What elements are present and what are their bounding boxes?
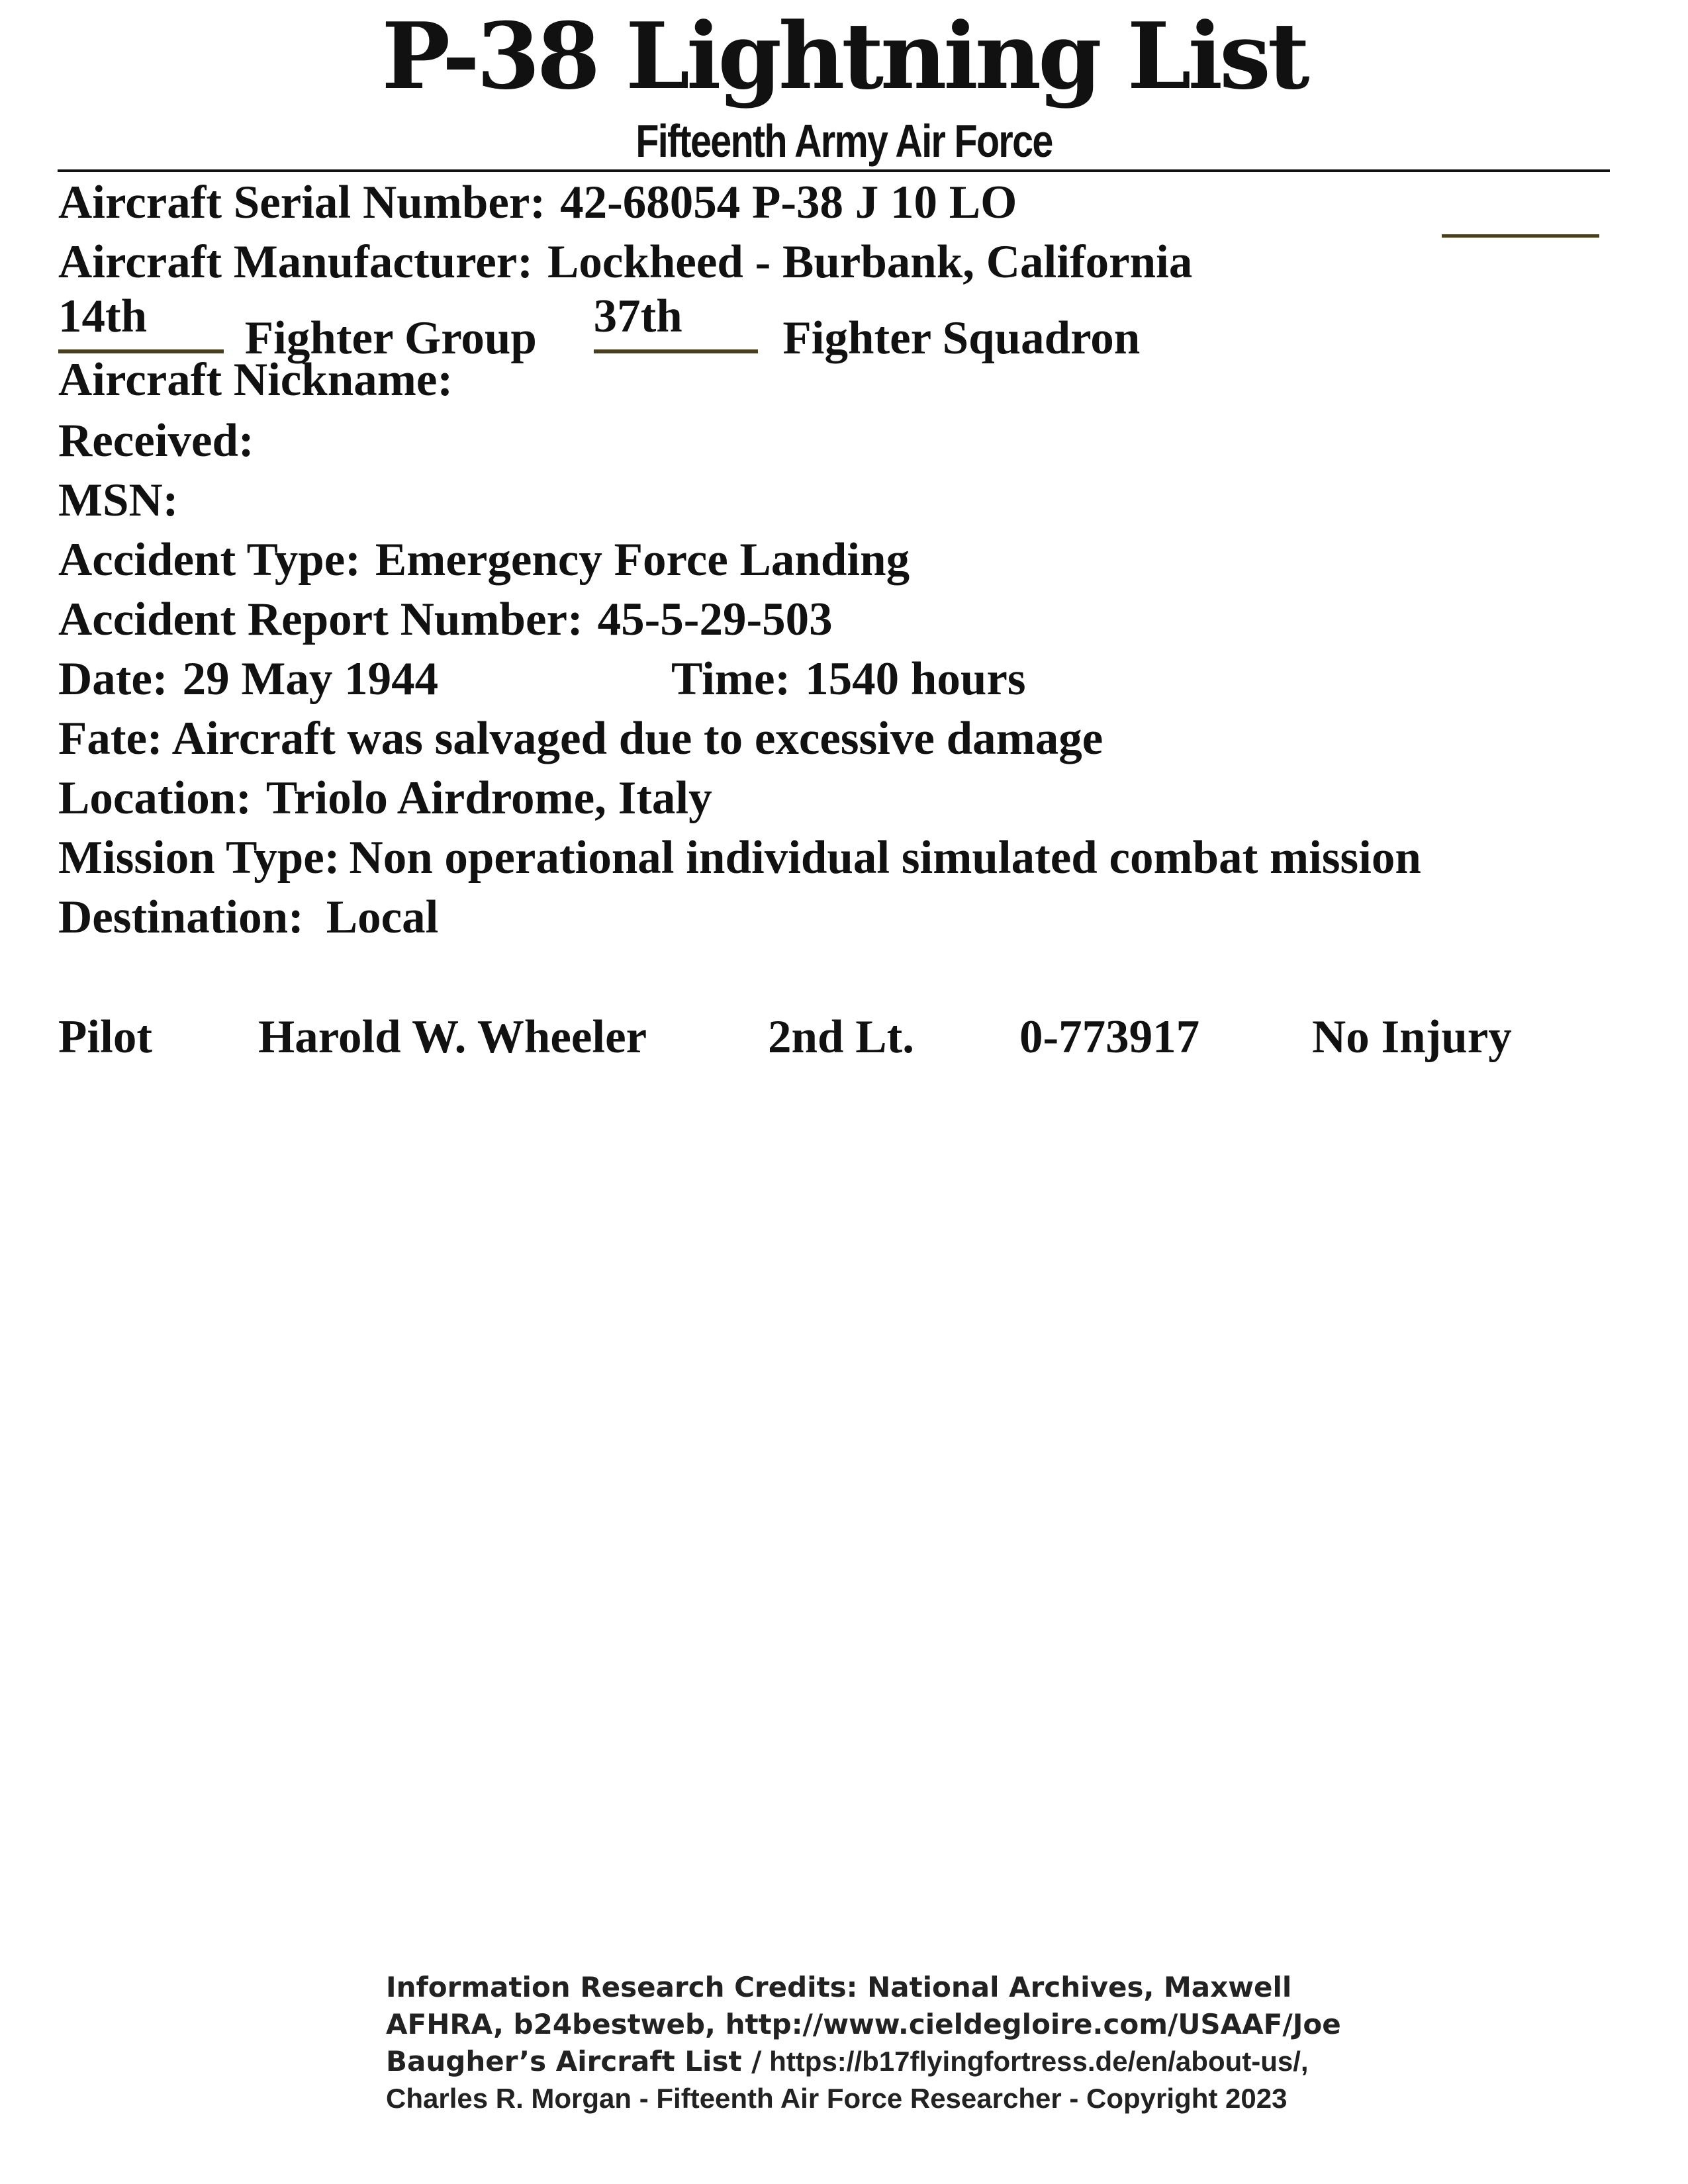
crew-role: Pilot [58,1011,152,1063]
crew-name: Harold W. Wheeler [258,1011,647,1063]
credits-text-part1: Information Research Credits: National Archives, Maxwell AFHRA, b24bestweb, http://www.cieldegloire.com/USAAF/Joe Baugher’s Aircraft List / [386,1971,1341,2077]
fate-label: Fate: [58,713,163,764]
report-number-row [58,593,833,646]
crew-rank: 2nd Lt. [768,1011,914,1063]
header-divider [58,169,1610,172]
time-row [671,653,1025,705]
manufacturer-row [58,236,1192,289]
accident-type-row [58,533,910,586]
destination-label: Destination: [58,891,304,943]
received-row [58,414,269,467]
squadron-value: 37th [593,291,682,342]
mission-type-label: Mission Type: [58,832,340,884]
location-value: Triolo Airdrome, Italy [265,772,712,824]
group-blank [58,291,224,353]
page-title: P-38 Lightning List [381,2,1307,110]
msn-row [58,474,193,527]
report-number-label: Accident Report Number: [58,594,583,645]
time-value: 1540 hours [805,653,1026,705]
squadron-blank [593,291,758,353]
research-credits [386,1969,1346,2117]
page-subtitle: Fifteenth Army Air Force [635,115,1053,167]
mission-type-row [58,831,1421,884]
crew-status: No Injury [1312,1011,1512,1063]
fate-row [58,712,1103,765]
accident-type-value: Emergency Force Landing [375,534,910,586]
blank-line-mark [1442,234,1599,238]
msn-label: MSN: [58,475,179,526]
group-value: 14th [58,291,148,342]
report-number-value: 45-5-29-503 [597,594,833,645]
date-label: Date: [58,653,168,705]
location-label: Location: [58,772,252,824]
fate-value: Aircraft was salvaged due to excessive damage [171,713,1103,764]
mission-type-value: Non operational individual simulated combat mission [349,832,1421,884]
received-label: Received: [58,415,254,467]
manufacturer-label: Aircraft Manufacturer: [58,236,533,288]
serial-value: 42-68054 P-38 J 10 LO [560,177,1017,228]
group-label: Fighter Group [244,312,537,364]
nickname-label: Aircraft Nickname: [58,354,453,406]
credits-text-part2: https://b17flyingfortress.de/en/about-us/, Charles R. Morgan - Fifteenth Air Force Researcher - Copyright 2023 [386,2046,1309,2114]
serial-row [58,176,1017,229]
date-row [58,653,438,705]
nickname-row [58,353,467,406]
accident-type-label: Accident Type: [58,534,361,586]
destination-row [58,891,438,944]
location-row [58,772,712,825]
serial-label: Aircraft Serial Number: [58,177,546,228]
time-label: Time: [671,653,791,705]
destination-value: Local [326,891,439,943]
squadron-label: Fighter Squadron [782,312,1141,364]
manufacturer-value: Lockheed - Burbank, California [547,236,1193,288]
date-value: 29 May 1944 [182,653,439,705]
crew-serial: 0-773917 [1019,1011,1200,1063]
